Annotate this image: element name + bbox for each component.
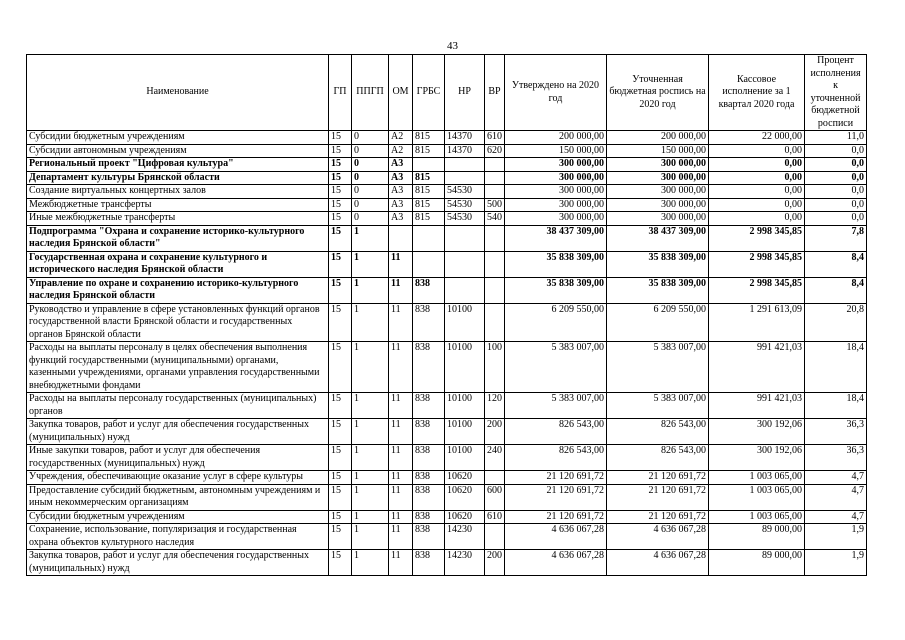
cell-vr: 200 — [485, 419, 505, 445]
table-row — [27, 225, 867, 251]
cell-cash: 2 998 345,85 — [709, 277, 805, 303]
cell-pgp: 1 — [352, 342, 389, 393]
table-row — [27, 251, 867, 277]
cell-np — [445, 277, 485, 303]
cell-np: 10100 — [445, 445, 485, 471]
budget-table — [26, 54, 867, 576]
table-row — [27, 303, 867, 342]
table-header-row — [27, 55, 867, 131]
cell-refined: 4 636 067,28 — [607, 550, 709, 576]
cell-pgp: 0 — [352, 158, 389, 172]
cell-gp: 15 — [329, 225, 352, 251]
header-pgp: ППГП — [352, 55, 389, 131]
cell-grbs: 838 — [413, 510, 445, 524]
cell-pgp: 1 — [352, 393, 389, 419]
cell-pgp: 1 — [352, 277, 389, 303]
cell-cash: 300 192,06 — [709, 445, 805, 471]
cell-approved: 35 838 309,00 — [505, 277, 607, 303]
cell-refined: 300 000,00 — [607, 212, 709, 226]
cell-gp: 15 — [329, 419, 352, 445]
cell-np: 14370 — [445, 144, 485, 158]
table-row — [27, 158, 867, 172]
cell-refined: 35 838 309,00 — [607, 251, 709, 277]
cell-approved: 826 543,00 — [505, 445, 607, 471]
cell-approved: 300 000,00 — [505, 158, 607, 172]
cell-np: 10620 — [445, 510, 485, 524]
cell-refined: 6 209 550,00 — [607, 303, 709, 342]
cell-om: А3 — [389, 198, 413, 212]
cell-approved: 826 543,00 — [505, 419, 607, 445]
table-row — [27, 131, 867, 145]
cell-name: Субсидии бюджетным учреждениям — [27, 131, 329, 145]
cell-name: Иные закупки товаров, работ и услуг для обеспечения государственных (муниципальных) нужд — [27, 445, 329, 471]
cell-gp: 15 — [329, 277, 352, 303]
cell-approved: 6 209 550,00 — [505, 303, 607, 342]
page-number: 43 — [447, 40, 458, 52]
cell-pgp: 1 — [352, 484, 389, 510]
cell-om: 11 — [389, 510, 413, 524]
cell-name: Управление по охране и сохранению историко-культурного наследия Брянской области — [27, 277, 329, 303]
cell-refined: 21 120 691,72 — [607, 484, 709, 510]
cell-name: Расходы на выплаты персоналу в целях обеспечения выполнения функций государственными (муниципальными) органами, казенными учреждениями, органами управления государственными внебюджетными фондами — [27, 342, 329, 393]
cell-np — [445, 225, 485, 251]
header-cash: Кассовое исполнение за 1 квартал 2020 года — [709, 55, 805, 131]
cell-percent: 18,4 — [805, 393, 867, 419]
cell-om: А2 — [389, 144, 413, 158]
cell-name: Закупка товаров, работ и услуг для обеспечения государственных (муниципальных) нужд — [27, 550, 329, 576]
cell-om: 11 — [389, 445, 413, 471]
cell-gp: 15 — [329, 131, 352, 145]
cell-approved: 21 120 691,72 — [505, 510, 607, 524]
cell-approved: 300 000,00 — [505, 212, 607, 226]
cell-cash: 0,00 — [709, 144, 805, 158]
cell-name: Межбюджетные трансферты — [27, 198, 329, 212]
cell-pgp: 1 — [352, 445, 389, 471]
cell-grbs: 815 — [413, 144, 445, 158]
cell-vr: 240 — [485, 445, 505, 471]
cell-gp: 15 — [329, 303, 352, 342]
cell-gp: 15 — [329, 212, 352, 226]
cell-grbs: 838 — [413, 445, 445, 471]
cell-name: Субсидии бюджетным учреждениям — [27, 510, 329, 524]
cell-vr — [485, 524, 505, 550]
cell-grbs: 838 — [413, 550, 445, 576]
cell-percent: 4,7 — [805, 484, 867, 510]
cell-om: 11 — [389, 524, 413, 550]
cell-pgp: 1 — [352, 303, 389, 342]
cell-cash: 0,00 — [709, 158, 805, 172]
cell-name: Расходы на выплаты персоналу государственных (муниципальных) органов — [27, 393, 329, 419]
header-gp: ГП — [329, 55, 352, 131]
cell-gp: 15 — [329, 171, 352, 185]
cell-om: 11 — [389, 342, 413, 393]
table-row — [27, 550, 867, 576]
cell-pgp: 1 — [352, 524, 389, 550]
cell-percent: 4,7 — [805, 510, 867, 524]
cell-om: А3 — [389, 158, 413, 172]
cell-approved: 21 120 691,72 — [505, 471, 607, 485]
header-name: Наименование — [27, 55, 329, 131]
cell-vr: 100 — [485, 342, 505, 393]
cell-vr — [485, 158, 505, 172]
table-row — [27, 212, 867, 226]
cell-gp: 15 — [329, 524, 352, 550]
table-row — [27, 419, 867, 445]
cell-approved: 200 000,00 — [505, 131, 607, 145]
cell-cash: 22 000,00 — [709, 131, 805, 145]
cell-percent: 1,9 — [805, 524, 867, 550]
cell-om: А3 — [389, 185, 413, 199]
cell-percent: 36,3 — [805, 419, 867, 445]
cell-percent: 0,0 — [805, 185, 867, 199]
cell-cash: 1 003 065,00 — [709, 471, 805, 485]
cell-vr — [485, 303, 505, 342]
cell-refined: 826 543,00 — [607, 419, 709, 445]
cell-np — [445, 171, 485, 185]
cell-percent: 7,8 — [805, 225, 867, 251]
cell-pgp: 0 — [352, 198, 389, 212]
cell-grbs — [413, 251, 445, 277]
cell-name: Департамент культуры Брянской области — [27, 171, 329, 185]
cell-percent: 8,4 — [805, 277, 867, 303]
cell-grbs: 838 — [413, 471, 445, 485]
cell-np — [445, 158, 485, 172]
cell-vr: 610 — [485, 131, 505, 145]
cell-approved: 300 000,00 — [505, 185, 607, 199]
cell-cash: 0,00 — [709, 212, 805, 226]
cell-percent: 0,0 — [805, 171, 867, 185]
header-approved: Утверждено на 2020 год — [505, 55, 607, 131]
cell-grbs: 838 — [413, 342, 445, 393]
cell-om: 11 — [389, 484, 413, 510]
cell-approved: 150 000,00 — [505, 144, 607, 158]
cell-vr — [485, 225, 505, 251]
cell-refined: 200 000,00 — [607, 131, 709, 145]
cell-grbs: 815 — [413, 198, 445, 212]
cell-np: 10100 — [445, 419, 485, 445]
cell-pgp: 1 — [352, 471, 389, 485]
cell-approved: 21 120 691,72 — [505, 484, 607, 510]
cell-gp: 15 — [329, 185, 352, 199]
cell-cash: 2 998 345,85 — [709, 251, 805, 277]
cell-grbs: 815 — [413, 185, 445, 199]
table-body — [27, 131, 867, 576]
cell-pgp: 1 — [352, 225, 389, 251]
cell-gp: 15 — [329, 550, 352, 576]
cell-refined: 21 120 691,72 — [607, 510, 709, 524]
cell-cash: 0,00 — [709, 185, 805, 199]
cell-refined: 300 000,00 — [607, 171, 709, 185]
cell-np — [445, 251, 485, 277]
cell-gp: 15 — [329, 198, 352, 212]
header-om: ОМ — [389, 55, 413, 131]
cell-cash: 1 291 613,09 — [709, 303, 805, 342]
cell-np: 54530 — [445, 185, 485, 199]
cell-cash: 0,00 — [709, 171, 805, 185]
cell-np: 54530 — [445, 212, 485, 226]
cell-vr — [485, 251, 505, 277]
cell-percent: 0,0 — [805, 158, 867, 172]
cell-percent: 1,9 — [805, 550, 867, 576]
table-row — [27, 445, 867, 471]
table-row — [27, 185, 867, 199]
cell-grbs: 815 — [413, 171, 445, 185]
cell-name: Создание виртуальных концертных залов — [27, 185, 329, 199]
cell-om: 11 — [389, 550, 413, 576]
cell-refined: 35 838 309,00 — [607, 277, 709, 303]
table-row — [27, 524, 867, 550]
cell-vr: 540 — [485, 212, 505, 226]
cell-grbs: 838 — [413, 524, 445, 550]
cell-np: 10100 — [445, 393, 485, 419]
cell-gp: 15 — [329, 445, 352, 471]
cell-pgp: 1 — [352, 251, 389, 277]
cell-percent: 0,0 — [805, 212, 867, 226]
cell-vr: 620 — [485, 144, 505, 158]
cell-om: 11 — [389, 393, 413, 419]
cell-vr: 120 — [485, 393, 505, 419]
cell-vr: 200 — [485, 550, 505, 576]
cell-name: Региональный проект "Цифровая культура" — [27, 158, 329, 172]
cell-percent: 8,4 — [805, 251, 867, 277]
cell-refined: 4 636 067,28 — [607, 524, 709, 550]
cell-pgp: 0 — [352, 131, 389, 145]
cell-cash: 1 003 065,00 — [709, 510, 805, 524]
cell-approved: 38 437 309,00 — [505, 225, 607, 251]
cell-grbs: 838 — [413, 484, 445, 510]
cell-approved: 5 383 007,00 — [505, 393, 607, 419]
cell-gp: 15 — [329, 471, 352, 485]
header-refined: Уточненная бюджетная роспись на 2020 год — [607, 55, 709, 131]
table-row — [27, 393, 867, 419]
header-np: НР — [445, 55, 485, 131]
cell-np: 10620 — [445, 471, 485, 485]
cell-om: 11 — [389, 303, 413, 342]
cell-gp: 15 — [329, 144, 352, 158]
cell-refined: 150 000,00 — [607, 144, 709, 158]
cell-pgp: 1 — [352, 550, 389, 576]
cell-pgp: 0 — [352, 144, 389, 158]
cell-gp: 15 — [329, 393, 352, 419]
cell-percent: 4,7 — [805, 471, 867, 485]
cell-cash: 2 998 345,85 — [709, 225, 805, 251]
cell-grbs: 838 — [413, 393, 445, 419]
cell-np: 54530 — [445, 198, 485, 212]
cell-percent: 20,8 — [805, 303, 867, 342]
cell-percent: 0,0 — [805, 198, 867, 212]
cell-cash: 0,00 — [709, 198, 805, 212]
cell-gp: 15 — [329, 484, 352, 510]
cell-grbs: 838 — [413, 419, 445, 445]
cell-grbs: 815 — [413, 212, 445, 226]
header-vr: ВР — [485, 55, 505, 131]
cell-pgp: 1 — [352, 510, 389, 524]
cell-grbs — [413, 225, 445, 251]
table-row — [27, 510, 867, 524]
cell-np: 10100 — [445, 342, 485, 393]
cell-refined: 38 437 309,00 — [607, 225, 709, 251]
cell-refined: 300 000,00 — [607, 185, 709, 199]
cell-pgp: 0 — [352, 171, 389, 185]
cell-grbs: 838 — [413, 303, 445, 342]
cell-refined: 826 543,00 — [607, 445, 709, 471]
cell-gp: 15 — [329, 251, 352, 277]
table-row — [27, 277, 867, 303]
cell-approved: 300 000,00 — [505, 198, 607, 212]
cell-np: 10100 — [445, 303, 485, 342]
cell-gp: 15 — [329, 342, 352, 393]
cell-refined: 5 383 007,00 — [607, 342, 709, 393]
cell-percent: 18,4 — [805, 342, 867, 393]
cell-om: А2 — [389, 131, 413, 145]
cell-vr: 600 — [485, 484, 505, 510]
cell-vr — [485, 471, 505, 485]
cell-cash: 89 000,00 — [709, 524, 805, 550]
table-row — [27, 171, 867, 185]
cell-cash: 300 192,06 — [709, 419, 805, 445]
cell-percent: 11,0 — [805, 131, 867, 145]
cell-np: 14230 — [445, 524, 485, 550]
cell-om: 11 — [389, 251, 413, 277]
cell-name: Предоставление субсидий бюджетным, автономным учреждениям и иным некоммерческим организациям — [27, 484, 329, 510]
cell-om: 11 — [389, 419, 413, 445]
header-percent: Процент исполнения к уточненной бюджетной росписи — [805, 55, 867, 131]
cell-np: 14230 — [445, 550, 485, 576]
header-grbs: ГРБС — [413, 55, 445, 131]
cell-grbs: 838 — [413, 277, 445, 303]
cell-name: Государственная охрана и сохранение культурного и исторического наследия Брянской области — [27, 251, 329, 277]
cell-approved: 5 383 007,00 — [505, 342, 607, 393]
cell-vr — [485, 171, 505, 185]
cell-vr — [485, 277, 505, 303]
cell-refined: 300 000,00 — [607, 198, 709, 212]
cell-approved: 35 838 309,00 — [505, 251, 607, 277]
cell-name: Руководство и управление в сфере установленных функций органов государственной власти Брянской области и государственных органов Брянской области — [27, 303, 329, 342]
cell-name: Закупка товаров, работ и услуг для обеспечения государственных (муниципальных) нужд — [27, 419, 329, 445]
cell-approved: 4 636 067,28 — [505, 550, 607, 576]
cell-np: 10620 — [445, 484, 485, 510]
cell-cash: 991 421,03 — [709, 342, 805, 393]
cell-pgp: 0 — [352, 185, 389, 199]
cell-name: Подпрограмма "Охрана и сохранение историко-культурного наследия Брянской области" — [27, 225, 329, 251]
cell-cash: 991 421,03 — [709, 393, 805, 419]
cell-pgp: 0 — [352, 212, 389, 226]
table-row — [27, 484, 867, 510]
cell-om: 11 — [389, 471, 413, 485]
cell-name: Учреждения, обеспечивающие оказание услуг в сфере культуры — [27, 471, 329, 485]
cell-name: Сохранение, использование, популяризация и государственная охрана объектов культурного наследия — [27, 524, 329, 550]
cell-name: Субсидии автономным учреждениям — [27, 144, 329, 158]
cell-grbs: 815 — [413, 131, 445, 145]
cell-gp: 15 — [329, 158, 352, 172]
cell-om: А3 — [389, 212, 413, 226]
cell-np: 14370 — [445, 131, 485, 145]
cell-grbs — [413, 158, 445, 172]
cell-refined: 300 000,00 — [607, 158, 709, 172]
table-row — [27, 342, 867, 393]
table-row — [27, 198, 867, 212]
cell-vr: 500 — [485, 198, 505, 212]
cell-cash: 1 003 065,00 — [709, 484, 805, 510]
cell-percent: 0,0 — [805, 144, 867, 158]
cell-vr: 610 — [485, 510, 505, 524]
cell-cash: 89 000,00 — [709, 550, 805, 576]
cell-refined: 5 383 007,00 — [607, 393, 709, 419]
cell-refined: 21 120 691,72 — [607, 471, 709, 485]
cell-percent: 36,3 — [805, 445, 867, 471]
cell-pgp: 1 — [352, 419, 389, 445]
cell-om: А3 — [389, 171, 413, 185]
cell-om — [389, 225, 413, 251]
cell-name: Иные межбюджетные трансферты — [27, 212, 329, 226]
cell-gp: 15 — [329, 510, 352, 524]
cell-approved: 300 000,00 — [505, 171, 607, 185]
cell-om: 11 — [389, 277, 413, 303]
cell-vr — [485, 185, 505, 199]
cell-approved: 4 636 067,28 — [505, 524, 607, 550]
table-row — [27, 471, 867, 485]
table-row — [27, 144, 867, 158]
